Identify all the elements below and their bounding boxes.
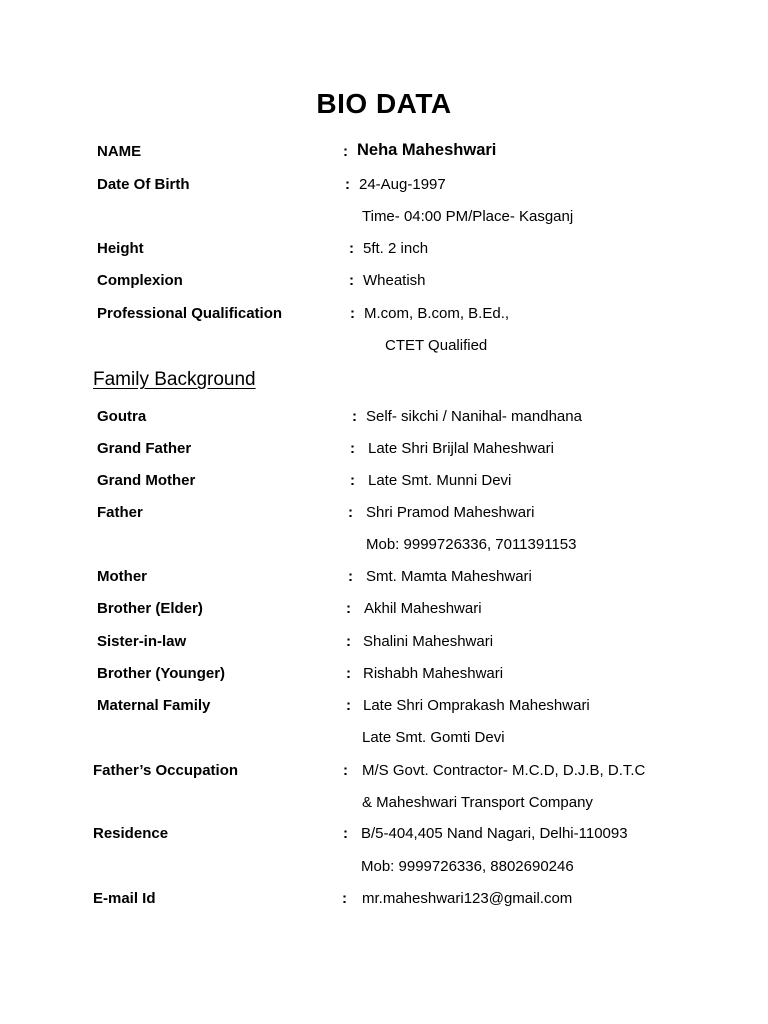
- colon-grand-mother: :: [350, 472, 355, 489]
- value-father-mobile: Mob: 9999726336, 7011391153: [366, 536, 577, 553]
- value-fathers-occupation-2: & Maheshwari Transport Company: [362, 794, 593, 811]
- colon-father: :: [348, 504, 353, 521]
- label-complexion: Complexion: [97, 272, 183, 289]
- colon-brother-elder: :: [346, 600, 351, 617]
- value-brother-elder: Akhil Maheshwari: [364, 600, 482, 617]
- value-residence-mobile: Mob: 9999726336, 8802690246: [361, 858, 574, 875]
- value-grand-father: Late Shri Brijlal Maheshwari: [368, 440, 554, 457]
- label-email-id: E-mail Id: [93, 890, 156, 907]
- label-brother-younger: Brother (Younger): [97, 665, 226, 682]
- label-height: Height: [97, 240, 144, 257]
- colon-fathers-occupation: :: [343, 762, 348, 779]
- value-residence: B/5-404,405 Nand Nagari, Delhi-110093: [361, 825, 628, 842]
- value-date-of-birth: 24-Aug-1997: [359, 176, 446, 193]
- label-fathers-occupation: Father’s Occupation: [93, 762, 239, 779]
- colon-sister-in-law: :: [346, 633, 351, 650]
- colon-date-of-birth: :: [345, 176, 350, 193]
- colon-brother-younger: :: [346, 665, 351, 682]
- label-grand-father: Grand Father: [97, 440, 192, 457]
- value-birth-time-place: Time- 04:00 PM/Place- Kasganj: [362, 208, 574, 225]
- value-fathers-occupation: M/S Govt. Contractor- M.C.D, D.J.B, D.T.C: [362, 762, 646, 779]
- colon-email-id: :: [342, 890, 347, 907]
- value-ctet-qualified: CTET Qualified: [385, 337, 488, 354]
- value-brother-younger: Rishabh Maheshwari: [363, 665, 504, 682]
- colon-complexion: :: [349, 272, 354, 289]
- value-father: Shri Pramod Maheshwari: [366, 504, 535, 521]
- label-brother-elder: Brother (Elder): [97, 600, 203, 617]
- label-mother: Mother: [97, 568, 147, 585]
- label-professional-qualification: Professional Qualification: [97, 305, 283, 322]
- document-title: BIO DATA: [316, 88, 452, 119]
- label-grand-mother: Grand Mother: [97, 472, 196, 489]
- value-email-id: mr.maheshwari123@gmail.com: [362, 890, 573, 907]
- value-maternal-family: Late Shri Omprakash Maheshwari: [363, 697, 590, 714]
- label-residence: Residence: [93, 825, 169, 842]
- colon-mother: :: [348, 568, 353, 585]
- label-sister-in-law: Sister-in-law: [97, 633, 187, 650]
- label-maternal-family: Maternal Family: [97, 697, 211, 714]
- family-background-heading: Family Background: [93, 369, 256, 390]
- value-grand-mother: Late Smt. Munni Devi: [368, 472, 512, 489]
- value-height: 5ft. 2 inch: [363, 240, 429, 257]
- label-goutra: Goutra: [97, 408, 147, 425]
- value-professional-qualification: M.com, B.com, B.Ed.,: [364, 305, 510, 322]
- colon-goutra: :: [352, 408, 357, 425]
- value-mother: Smt. Mamta Maheshwari: [366, 568, 532, 585]
- colon-height: :: [349, 240, 354, 257]
- colon-grand-father: :: [350, 440, 355, 457]
- colon-professional-qualification: :: [350, 305, 355, 322]
- value-name: Neha Maheshwari: [357, 141, 497, 159]
- colon-name: :: [343, 143, 348, 160]
- value-maternal-family-2: Late Smt. Gomti Devi: [362, 729, 505, 746]
- label-date-of-birth: Date Of Birth: [97, 176, 190, 193]
- value-sister-in-law: Shalini Maheshwari: [363, 633, 494, 650]
- value-complexion: Wheatish: [363, 272, 426, 289]
- value-goutra: Self- sikchi / Nanihal- mandhana: [366, 408, 582, 425]
- colon-maternal-family: :: [346, 697, 351, 714]
- label-father: Father: [97, 504, 143, 521]
- label-name: NAME: [97, 143, 142, 160]
- colon-residence: :: [343, 825, 348, 842]
